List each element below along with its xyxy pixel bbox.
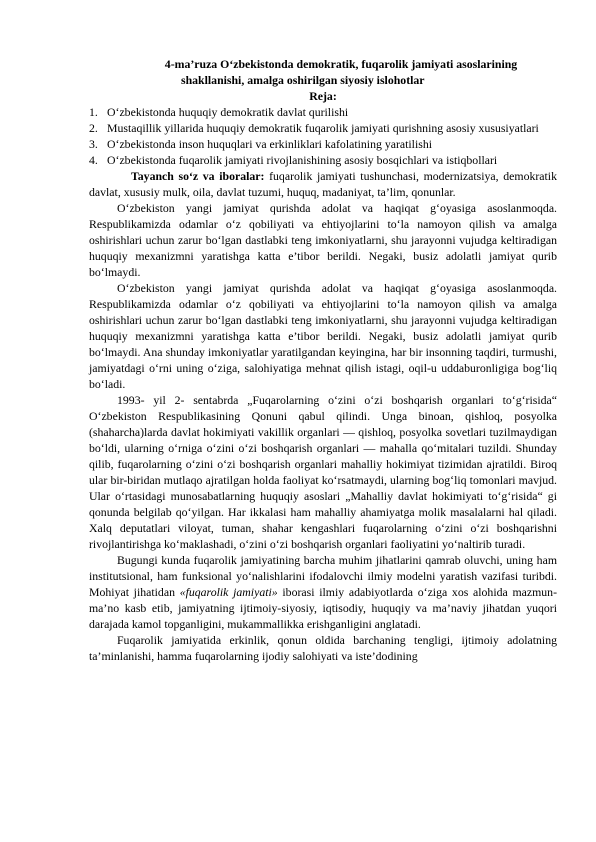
plan-item [89, 104, 557, 120]
emphasized-term: «fuqarolik jamiyati» [179, 585, 278, 599]
plan-item [89, 120, 557, 136]
paragraph-3: 1993- yil 2- sentabrda „Fuqarolarning o‘zini o‘zi boshqarish organlari to‘g‘risida“ O‘zbekiston Respublikasining Qonuni qabul qilindi. Unga binoan, qishloq, posyolka (shaharcha)larda davlat hokimiyati vakillik organlari — qishloq, posyolka sovetlari tuzilmaydigan bo‘ldi, ularning o‘rniga o‘zini o‘zi boshqarish organlari — mahalla qo‘mitalari tuzildi. Shunday qilib, fuqarolarning o‘zini o‘zi boshqarish organlari mahalliy hokimiyat tizimidan ajratildi. Biroq ular bir-biridan mutlaqo ajratilgan holda faoliyat ko‘rsatmaydi, ularning bog‘liq tomonlari mavjud. Ular o‘rtasidagi munosabatlarning huquqiy asoslari „Mahalliy davlat hokimiyati to‘g‘risida“ gi qonunda belgilab qo‘yilgan. Har ikkalasi ham mahalliy ahamiyatga molik masalalarni hal qiladi. Xalq deputatlari viloyat, tuman, shahar kengashlari fuqarolarning o‘zini o‘zi boshqarishni rivojlantirishga ko‘maklashadi, o‘zini o‘zi boshqarish organlari faoliyatini yo‘naltirib turadi. [89, 393, 557, 551]
plan-item-number: 2. [89, 121, 98, 135]
paragraph-1: O‘zbekiston yangi jamiyat qurishda adolat va haqiqat g‘oyasiga asoslanmoqda. Respublikamizda odamlar o‘z qobiliyati va ehtiyojlarini to‘la namoyon qilish va amalga oshirishlari uchun zarur bo‘lgan dastlabki teng imkoniyatlarni, shu jarayonni vujudga keltiradigan huquqiy mexanizmni yaratishga katta e’tibor berildi. Negaki, busiz adolatli jamiyat qurib bo‘lmaydi. [89, 201, 557, 279]
paragraph-4 [89, 552, 557, 632]
title-line-2: shakllanishi, amalga oshirilgan siyosiy islohotlar [181, 73, 425, 87]
keywords-text: fuqarolik jamiyati tushunchasi, modernizatsiya, demokratik davlat, xususiy mulk, oila, davlat tuzumi, huquq, madaniyat, ta’lim, qonunlar. [89, 169, 557, 199]
paragraph-2: O‘zbekiston yangi jamiyat qurishda adolat va haqiqat g‘oyasiga asoslanmoqda. Respublikamizda odamlar o‘z qobiliyati va ehtiyojlarini to‘la namoyon qilish va amalga oshirishlari uchun zarur bo‘lgan dastlabki teng imkoniyatlarni, shu jarayonni vujudga keltiradigan huquqiy mexanizmni yaratishga katta e’tibor berildi. Negaki, busiz adolatli jamiyat qurib bo‘lmaydi. Ana shunday imkoniyatlar yaratilgandan keyingina, har bir insonning taqdiri, turmushi, jamiyatdagi o‘rni uning o‘ziga, salohiyatiga mehnat qilish istagi, oqil-u uddaburonligiga bog‘liq bo‘ladi. [89, 281, 557, 391]
plan-item-number: 4. [89, 153, 98, 167]
plan-item [89, 152, 557, 168]
keywords-paragraph [89, 168, 557, 200]
document-page [89, 56, 557, 664]
paragraph-4-text-end: iborasi ilmiy adabiyotlarda o‘ziga xos alohida mazmun-ma’no kasb etib, jamiyatning ijtimoiy-siyosiy, iqtisodiy, huquqiy va ma’naviy jihatdan yuqori darajada kamol topganligini, mukammallikka erishganligini anglatadi. [89, 585, 558, 631]
plan-item-text: O‘zbekistonda huquqiy demokratik davlat qurilishi [107, 105, 349, 119]
plan-item-text: O‘zbekistonda fuqarolik jamiyati rivojlanishining asosiy bosqichlari va istiqbollari [107, 153, 498, 167]
plan-list [89, 104, 557, 168]
paragraph-4-text: Bugungi kunda fuqarolik jamiyatining barcha muhim jihatlarini qamrab oluvchi, uning ham institutsional, ham funksional yo‘nalishlarini ifodalovchi ilmiy modelni yaratish vazifasi turibdi. Mohiyat jihatidan [89, 553, 557, 599]
plan-item-number: 1. [89, 105, 98, 119]
plan-item-text: O‘zbekistonda inson huquqlari va erkinliklari kafolatining yaratilishi [107, 137, 432, 151]
keywords-label: Tayanch so‘z va iboralar: [131, 169, 265, 183]
plan-heading: Reja: [309, 89, 337, 103]
plan-item [89, 136, 557, 152]
plan-item-number: 3. [89, 137, 98, 151]
plan-item-text: Mustaqillik yillarida huquqiy demokratik fuqarolik jamiyati qurishning asosiy xususiyatlari [107, 121, 539, 135]
lecture-title [89, 56, 557, 88]
title-line-1: 4-ma’ruza O‘zbekistonda demokratik, fuqarolik jamiyati asoslarining [164, 57, 518, 71]
paragraph-5: Fuqarolik jamiyatida erkinlik, qonun oldida barchaning tengligi, ijtimoiy adolatning ta’minlanishi, hamma fuqarolarning ijodiy salohiyati va iste’dodining [89, 633, 557, 663]
